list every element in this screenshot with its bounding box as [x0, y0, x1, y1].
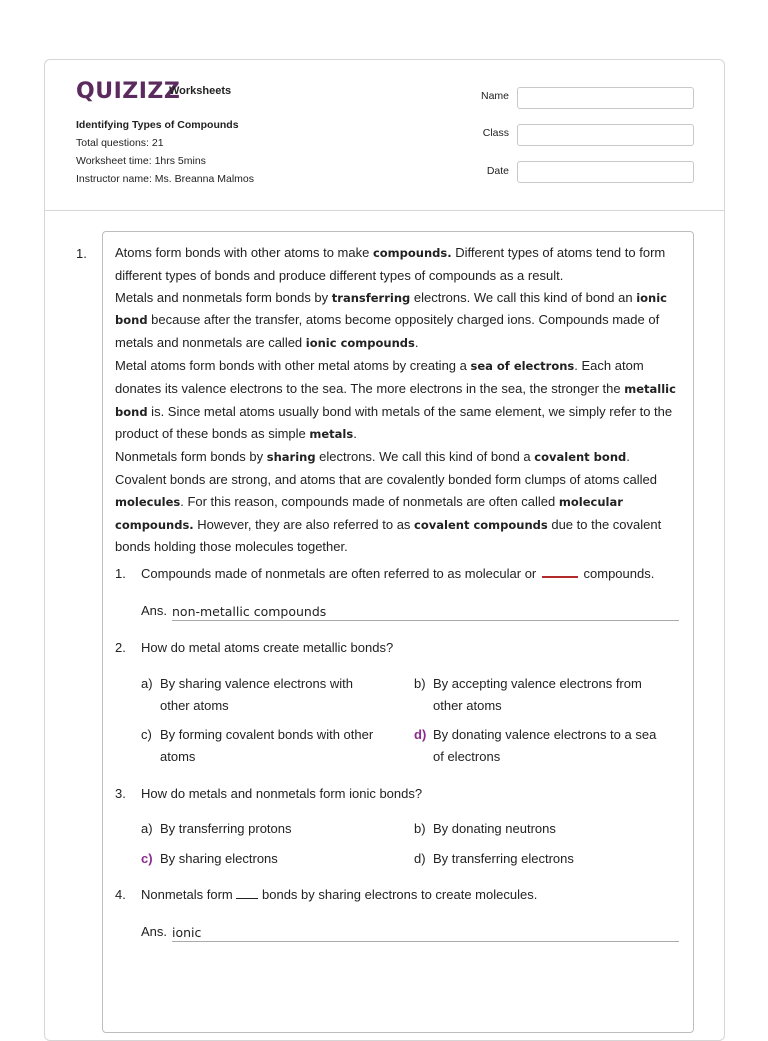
instructor-name: Instructor name: Ms. Breanna Malmos: [76, 173, 254, 185]
subquestion-number: 1.: [115, 566, 126, 581]
passage-keyword: sharing: [266, 450, 316, 465]
fill-blank: [542, 567, 578, 578]
passage-text: electrons. We call this kind of bond an: [410, 289, 637, 305]
passage-paragraph: [115, 287, 681, 355]
option-text: By transferring electrons: [433, 851, 574, 866]
option-text: By sharing valence electrons with other atoms: [160, 676, 353, 713]
passage-text: However, they are also referred to as: [193, 516, 415, 532]
worksheet-title: Identifying Types of Compounds: [76, 119, 239, 131]
passage-keyword: covalent bond: [534, 450, 627, 465]
total-questions: Total questions: 21: [76, 137, 164, 149]
answer-field[interactable]: ionic: [172, 925, 679, 942]
option-a[interactable]: [141, 818, 386, 840]
passage-text: is. Since metal atoms usually bond with metals of the same element, we simply refer to the product of these bonds as simple: [115, 403, 673, 442]
passage-keyword: covalent compounds: [414, 517, 548, 532]
option-a[interactable]: [141, 673, 386, 717]
passage-paragraph: [115, 355, 681, 446]
option-d[interactable]: [414, 848, 659, 870]
worksheet-time: Worksheet time: 1hrs 5mins: [76, 155, 206, 167]
quizizz-logo: QUIZIZZ: [76, 79, 181, 104]
option-letter-selected: d): [414, 727, 427, 742]
subquestion-number: 4.: [115, 887, 126, 902]
option-text: By transferring protons: [160, 821, 292, 836]
option-letter: a): [141, 676, 153, 691]
option-letter-selected: c): [141, 851, 153, 866]
subquestion-text: How do metals and nonmetals form ionic bonds?: [141, 786, 423, 801]
passage-keyword: molecules: [115, 494, 181, 509]
passage-text: because after the transfer, atoms become oppositely charged ions. Compounds made of metals and nonmetals are called: [115, 312, 660, 351]
passage-text: Atoms form bonds with other atoms to make: [115, 245, 373, 260]
class-label: Class: [482, 127, 509, 139]
subquestion-text-after: compounds.: [583, 566, 655, 581]
passage-text: . Covalent bonds are strong, and atoms that are covalently bonded form clumps of atoms called: [115, 449, 657, 487]
option-letter: d): [414, 851, 426, 866]
passage-keyword: transferring: [331, 290, 411, 305]
passage-keyword: molecular compounds.: [115, 494, 623, 532]
class-field[interactable]: [517, 124, 694, 146]
date-field[interactable]: [517, 161, 694, 183]
passage-text: Metal atoms form bonds with other metal atoms by creating a: [115, 357, 471, 373]
answer-label: Ans.: [141, 603, 168, 618]
worksheet-header: [45, 60, 724, 211]
option-letter: b): [414, 676, 426, 691]
passage-keyword: metals: [309, 427, 354, 442]
passage-text: . For this reason, compounds made of nonmetals are often called: [180, 493, 559, 509]
question-number: 1.: [76, 246, 87, 261]
name-label: Name: [480, 90, 509, 102]
passage-text: Nonmetals form bonds by: [115, 449, 267, 465]
option-text: By sharing electrons: [160, 851, 278, 866]
fill-blank: [236, 889, 258, 899]
option-c[interactable]: [141, 724, 386, 768]
subquestion-text: How do metal atoms create metallic bonds?: [141, 640, 394, 655]
option-letter: c): [141, 727, 152, 742]
option-text: By donating neutrons: [433, 821, 556, 836]
subquestion-number: 2.: [115, 640, 126, 655]
passage-text: . Each atom donates its valence electrons to the sea. The more electrons in the sea, the stronger the: [115, 357, 644, 396]
option-b[interactable]: [414, 673, 659, 717]
option-c[interactable]: [141, 848, 386, 870]
passage-keyword: ionic compounds: [305, 336, 415, 351]
passage-text: .: [414, 335, 419, 351]
passage-paragraph: [115, 446, 681, 558]
option-letter: b): [414, 821, 426, 836]
date-label: Date: [486, 165, 509, 177]
answer-label: Ans.: [141, 924, 168, 939]
option-text: By forming covalent bonds with other atoms: [160, 727, 374, 764]
option-b[interactable]: [414, 818, 659, 840]
passage-paragraph: [115, 242, 681, 287]
subquestion-text-before: Compounds made of nonmetals are often referred to as molecular or: [141, 566, 537, 581]
option-text: By accepting valence electrons from other atoms: [433, 676, 642, 713]
passage-text: Different types of atoms tend to form different types of bonds and produce different types of compounds as a result.: [115, 245, 666, 283]
answer-field[interactable]: non-metallic compounds: [172, 604, 679, 621]
passage-keyword: compounds.: [372, 246, 452, 260]
passage-text: due to the covalent bonds holding those molecules together.: [115, 516, 662, 555]
passage-text: electrons. We call this kind of bond a: [315, 449, 535, 465]
subquestion-text: [141, 887, 537, 902]
passage-keyword: ionic bond: [115, 290, 667, 328]
subquestion-number: 3.: [115, 786, 126, 801]
passage-text: .: [353, 426, 357, 442]
passage-text: Metals and nonmetals form bonds by: [115, 289, 332, 305]
option-d[interactable]: [414, 724, 659, 768]
option-letter: a): [141, 821, 153, 836]
name-field[interactable]: [517, 87, 694, 109]
reading-passage: [115, 242, 681, 558]
subquestion-text-before: Nonmetals form: [141, 887, 233, 902]
option-text: By donating valence electrons to a sea of electrons: [433, 727, 657, 764]
subquestion-text: [141, 566, 654, 581]
brand-subtitle: Worksheets: [169, 85, 232, 97]
passage-keyword: sea of electrons: [470, 358, 575, 373]
subquestion-text-after: bonds by sharing electrons to create molecules.: [262, 887, 538, 902]
passage-keyword: metallic bond: [115, 381, 676, 419]
